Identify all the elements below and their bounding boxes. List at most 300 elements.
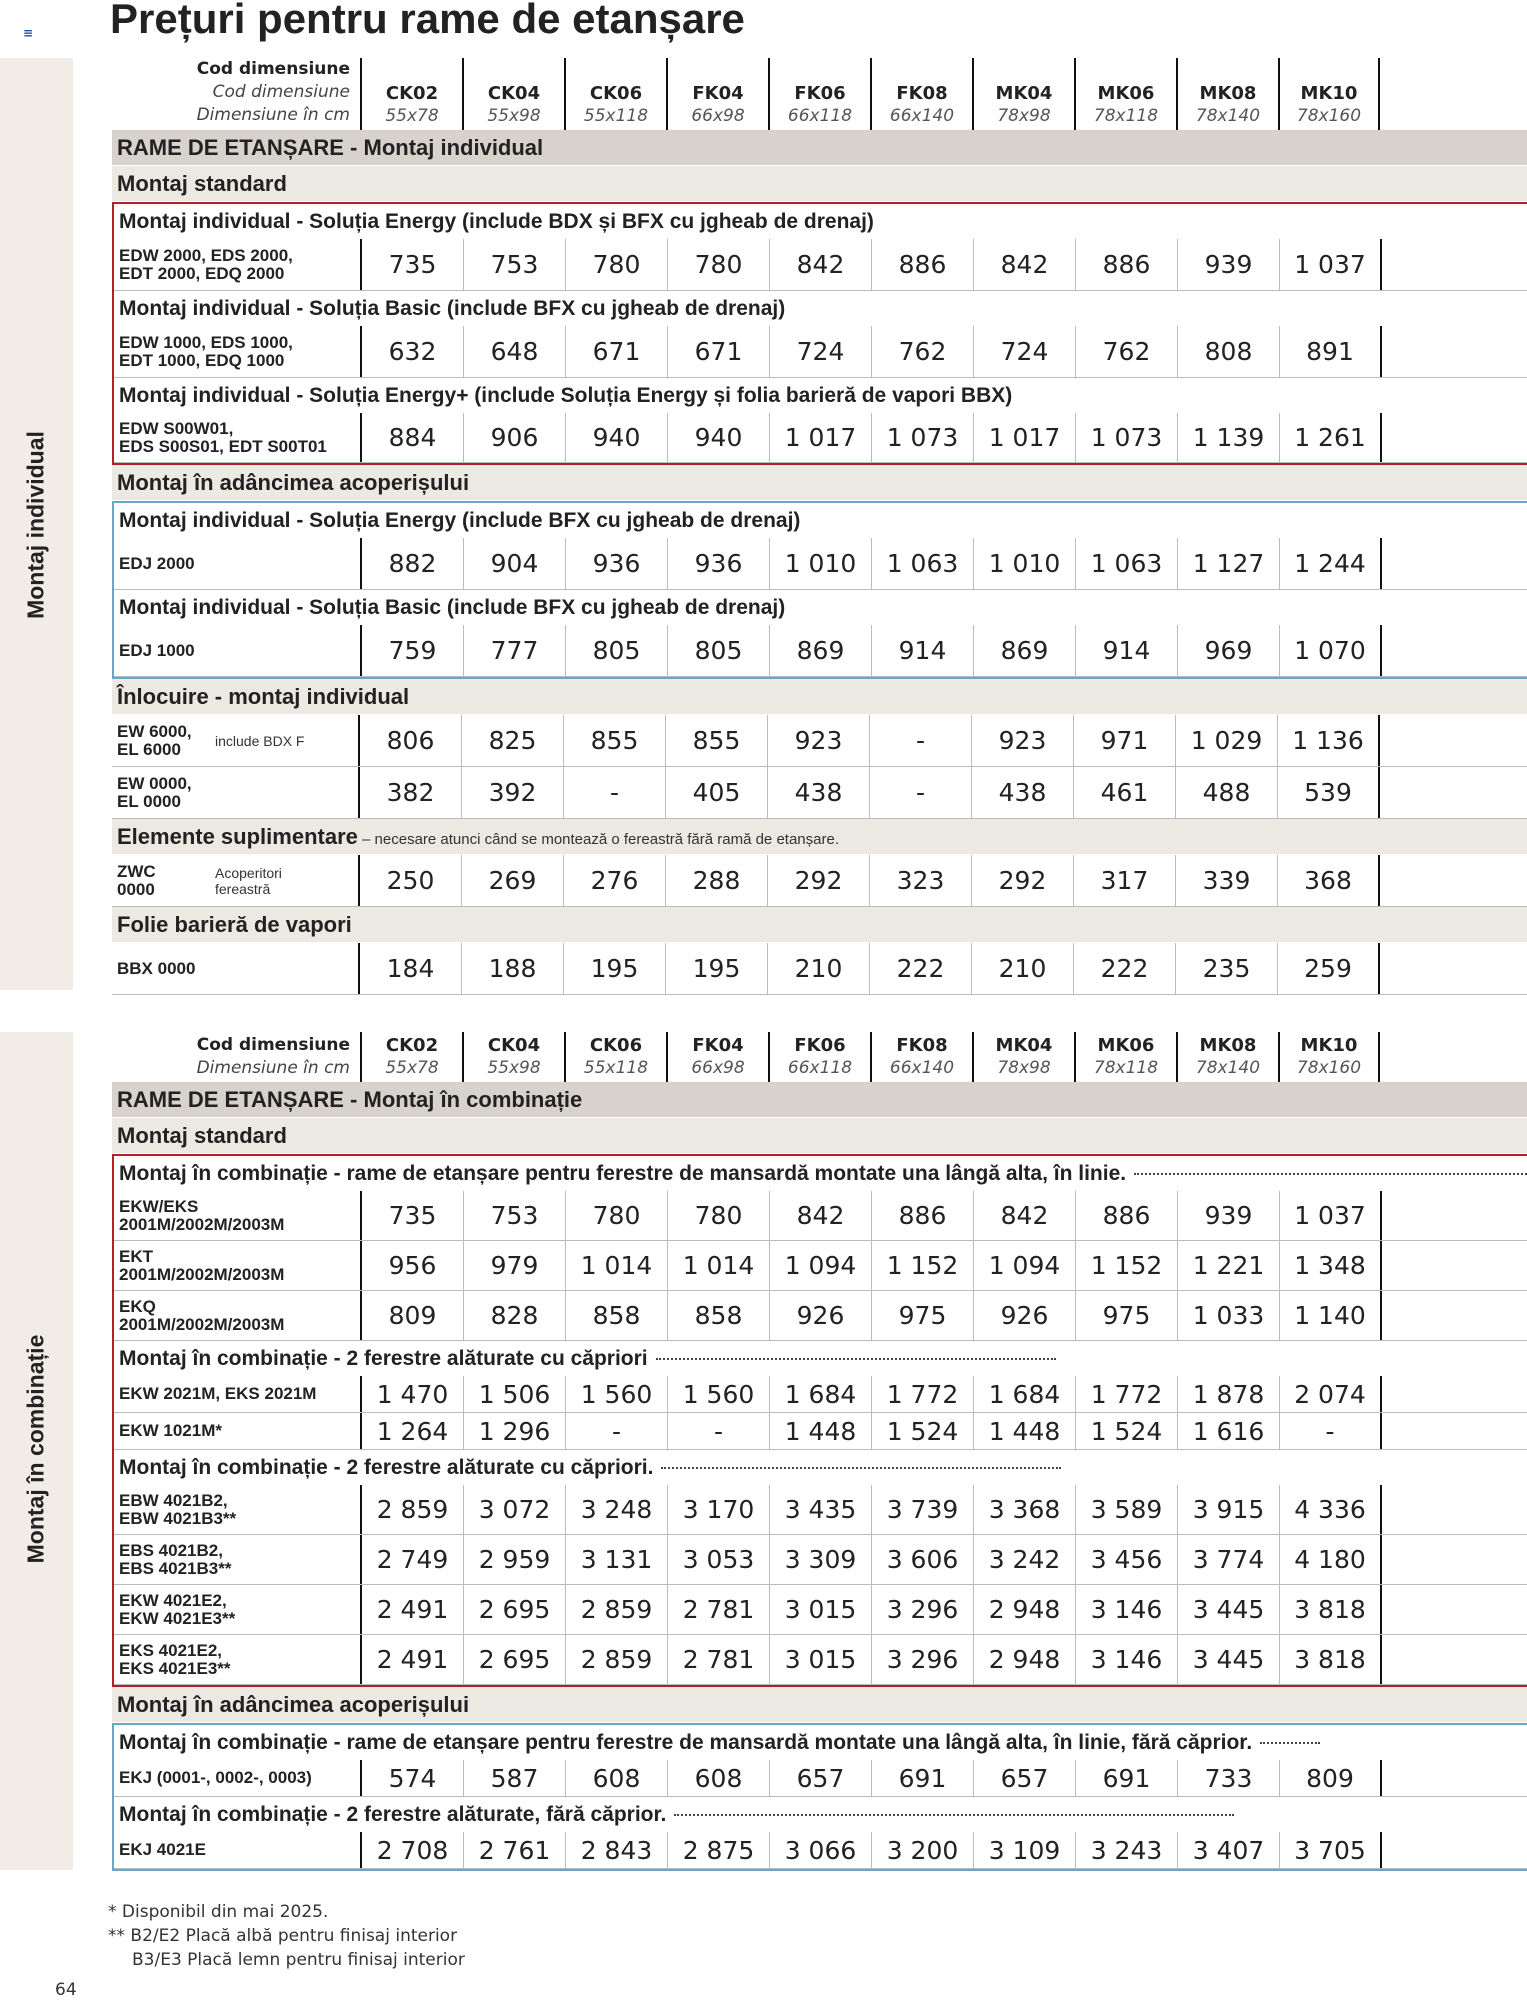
price-cell: 1 152 bbox=[872, 1241, 974, 1290]
price-cell: 1 448 bbox=[974, 1413, 1076, 1449]
price-cell: 3 445 bbox=[1178, 1635, 1280, 1684]
product-code-text: EKJ (0001-, 0002-, 0003) bbox=[119, 1768, 312, 1787]
price-cell: 936 bbox=[566, 538, 668, 589]
price-cell: 1 017 bbox=[770, 413, 872, 462]
price-cell: 1 094 bbox=[770, 1241, 872, 1290]
price-cell: 210 bbox=[768, 943, 870, 994]
price-cell: 2 948 bbox=[974, 1635, 1076, 1684]
price-cell: 671 bbox=[668, 326, 770, 377]
price-cell: 671 bbox=[566, 326, 668, 377]
side-label-individual: Montaj individual bbox=[22, 431, 49, 619]
price-cell: 842 bbox=[770, 239, 872, 290]
price-cell: 1 524 bbox=[1076, 1413, 1178, 1449]
price-cell: 648 bbox=[464, 326, 566, 377]
group-title-text: Montaj în combinație - 2 ferestre alăturate, fără căprior. bbox=[119, 1803, 667, 1826]
size-column-header bbox=[768, 1032, 870, 1082]
price-cell: 869 bbox=[974, 625, 1076, 676]
price-cell: 3 407 bbox=[1178, 1832, 1280, 1868]
dimension-label: Dimensiune în cm bbox=[196, 105, 350, 125]
group-box-depth bbox=[112, 501, 1527, 679]
price-cell: 842 bbox=[974, 1191, 1076, 1240]
size-dimension: 55x78 bbox=[385, 1058, 439, 1078]
price-cell: 188 bbox=[462, 943, 564, 994]
row-product-code bbox=[114, 413, 362, 462]
size-code: MK10 bbox=[1300, 1035, 1358, 1056]
header-labels bbox=[112, 58, 360, 127]
price-cell: 3 606 bbox=[872, 1535, 974, 1584]
size-code: FK06 bbox=[794, 1035, 846, 1056]
page-title: Prețuri pentru rame de etanșare bbox=[110, 0, 745, 42]
table-row bbox=[114, 1635, 1527, 1685]
row-tail bbox=[1382, 625, 1527, 676]
price-cell: 869 bbox=[770, 625, 872, 676]
group-title-energy-plus: Montaj individual - Soluția Energy+ (include Soluția Energy și folia barieră de vapori BBX) bbox=[119, 384, 1013, 407]
subsection-depth: Montaj în adâncimea acoperișului bbox=[112, 1687, 1527, 1723]
size-column-header bbox=[462, 1032, 564, 1082]
price-cell: 3 248 bbox=[566, 1485, 668, 1534]
price-cell: 1 037 bbox=[1280, 1191, 1382, 1240]
price-cell: 855 bbox=[564, 715, 666, 766]
row-tail bbox=[1382, 1585, 1527, 1634]
size-column-header bbox=[1074, 58, 1176, 130]
price-table-individual bbox=[112, 58, 1527, 995]
price-cell: 762 bbox=[872, 326, 974, 377]
price-cell: 1 127 bbox=[1178, 538, 1280, 589]
price-cell: 886 bbox=[1076, 1191, 1178, 1240]
price-cell: 923 bbox=[972, 715, 1074, 766]
price-cell: 777 bbox=[464, 625, 566, 676]
row-product-code bbox=[114, 326, 362, 377]
size-code: FK08 bbox=[896, 83, 948, 104]
size-column-header bbox=[870, 58, 972, 130]
price-cell: 805 bbox=[566, 625, 668, 676]
price-cell: 250 bbox=[360, 855, 462, 906]
price-cell: 1 094 bbox=[974, 1241, 1076, 1290]
price-cell: 587 bbox=[464, 1760, 566, 1796]
table-row bbox=[114, 1376, 1527, 1413]
footnote-3: B3/E3 Placă lemn pentru finisaj interior bbox=[132, 1950, 465, 1970]
price-cell: 940 bbox=[668, 413, 770, 462]
price-cell: 4 180 bbox=[1280, 1535, 1382, 1584]
price-cell: 3 309 bbox=[770, 1535, 872, 1584]
row-product-code bbox=[112, 715, 360, 766]
price-cell: 979 bbox=[464, 1241, 566, 1290]
price-cell: 858 bbox=[668, 1291, 770, 1340]
price-cell: 3 146 bbox=[1076, 1585, 1178, 1634]
size-column-header bbox=[1074, 1032, 1176, 1082]
price-cell: 971 bbox=[1074, 715, 1176, 766]
row-product-code bbox=[114, 1485, 362, 1534]
price-cell: 1 470 bbox=[362, 1376, 464, 1412]
product-code-text: EDJ 2000 bbox=[119, 553, 195, 573]
size-code: CK06 bbox=[589, 1035, 643, 1056]
price-cell: 2 491 bbox=[362, 1585, 464, 1634]
extra-title: Elemente suplimentare bbox=[117, 824, 358, 849]
product-code-text: EKS 4021E2, EKS 4021E3** bbox=[119, 1640, 231, 1678]
price-cell: 3 739 bbox=[872, 1485, 974, 1534]
price-cell: 1 139 bbox=[1178, 413, 1280, 462]
product-code-text: EDW 2000, EDS 2000, EDT 2000, EDQ 2000 bbox=[119, 245, 293, 283]
size-dimension: 55x118 bbox=[583, 106, 649, 126]
price-cell: 3 435 bbox=[770, 1485, 872, 1534]
subsection-extra bbox=[112, 819, 1527, 855]
price-cell: 1 073 bbox=[1076, 413, 1178, 462]
price-cell: 691 bbox=[872, 1760, 974, 1796]
product-code-text: ZWC 0000 bbox=[117, 861, 156, 899]
size-column-header bbox=[768, 58, 870, 130]
price-cell: 884 bbox=[362, 413, 464, 462]
price-cell: 3 296 bbox=[872, 1585, 974, 1634]
price-cell: 2 708 bbox=[362, 1832, 464, 1868]
price-cell: 886 bbox=[872, 239, 974, 290]
price-cell: 3 109 bbox=[974, 1832, 1076, 1868]
price-cell: 195 bbox=[666, 943, 768, 994]
price-cell: 809 bbox=[1280, 1760, 1382, 1796]
price-cell: 733 bbox=[1178, 1760, 1280, 1796]
price-cell: 1 448 bbox=[770, 1413, 872, 1449]
size-column-header bbox=[666, 58, 768, 130]
size-code: FK04 bbox=[692, 1035, 744, 1056]
price-cell: 940 bbox=[566, 413, 668, 462]
size-columns bbox=[360, 58, 1380, 130]
table-row bbox=[114, 413, 1527, 463]
group-box-standard bbox=[112, 202, 1527, 465]
price-cell: 1 772 bbox=[1076, 1376, 1178, 1412]
price-cell: 1 348 bbox=[1280, 1241, 1382, 1290]
size-code: CK02 bbox=[385, 1035, 439, 1056]
size-columns bbox=[360, 1032, 1380, 1082]
price-cell: 3 170 bbox=[668, 1485, 770, 1534]
price-cell: 1 037 bbox=[1280, 239, 1382, 290]
table-row bbox=[112, 767, 1527, 819]
price-cell: 936 bbox=[668, 538, 770, 589]
footnotes bbox=[108, 1900, 465, 1972]
table-row bbox=[114, 1413, 1527, 1450]
row-tail bbox=[1382, 1376, 1527, 1412]
group-title-text: Montaj în combinație - rame de etanșare pentru ferestre de mansardă montate una lângă alta, în linie, fără căprior. bbox=[119, 1731, 1253, 1754]
price-cell: 735 bbox=[362, 239, 464, 290]
table-row bbox=[114, 625, 1527, 677]
price-cell: 914 bbox=[872, 625, 974, 676]
row-product-code bbox=[114, 1413, 362, 1449]
table-row bbox=[114, 1535, 1527, 1585]
price-cell: 1 244 bbox=[1280, 538, 1382, 589]
dotted-leader bbox=[674, 1814, 1234, 1816]
row-tail bbox=[1382, 1535, 1527, 1584]
price-cell: 1 152 bbox=[1076, 1241, 1178, 1290]
price-cell: 724 bbox=[974, 326, 1076, 377]
price-cell: - bbox=[668, 1413, 770, 1449]
price-cell: 461 bbox=[1074, 767, 1176, 818]
row-tail bbox=[1382, 1241, 1527, 1290]
price-cell: 825 bbox=[462, 715, 564, 766]
size-column-header bbox=[462, 58, 564, 130]
price-cell: 292 bbox=[768, 855, 870, 906]
code-label: Cod dimensiune bbox=[196, 59, 350, 79]
size-code: CK04 bbox=[487, 1035, 541, 1056]
group-title-basic: Montaj individual - Soluția Basic (include BFX cu jgheab de drenaj) bbox=[119, 297, 786, 320]
price-cell: 753 bbox=[464, 1191, 566, 1240]
table-row bbox=[114, 1241, 1527, 1291]
size-dimension: 55x118 bbox=[583, 1058, 649, 1078]
side-label-combination: Montaj în combinație bbox=[22, 1334, 49, 1564]
section-title: RAME DE ETANȘARE - Montaj individual bbox=[112, 130, 1527, 166]
row-tail bbox=[1382, 413, 1527, 462]
price-cell: 2 749 bbox=[362, 1535, 464, 1584]
row-product-code bbox=[114, 625, 362, 676]
price-cell: 323 bbox=[870, 855, 972, 906]
product-code-text: EW 0000, EL 0000 bbox=[117, 773, 192, 811]
price-cell: 1 014 bbox=[668, 1241, 770, 1290]
group-title-depth-energy: Montaj individual - Soluția Energy (include BFX cu jgheab de drenaj) bbox=[119, 509, 801, 532]
price-cell: 3 774 bbox=[1178, 1535, 1280, 1584]
price-cell: 4 336 bbox=[1280, 1485, 1382, 1534]
row-product-code bbox=[114, 1760, 362, 1796]
row-product-code bbox=[112, 767, 360, 818]
product-code-text: BBX 0000 bbox=[117, 958, 196, 978]
price-cell: 939 bbox=[1178, 239, 1280, 290]
product-code-text: EKW/EKS 2001M/2002M/2003M bbox=[119, 1196, 285, 1234]
row-tail bbox=[1382, 1291, 1527, 1340]
size-dimension: 66x140 bbox=[889, 106, 955, 126]
row-tail bbox=[1382, 1485, 1527, 1534]
group-title-energy: Montaj individual - Soluția Energy (include BDX și BFX cu jgheab de drenaj) bbox=[119, 210, 874, 233]
row-product-code bbox=[114, 538, 362, 589]
price-cell: 1 506 bbox=[464, 1376, 566, 1412]
group-title-depth-line bbox=[114, 1725, 1527, 1760]
price-cell: 882 bbox=[362, 538, 464, 589]
row-product-code bbox=[114, 1535, 362, 1584]
price-cell: 780 bbox=[668, 239, 770, 290]
size-dimension: 66x118 bbox=[787, 1058, 853, 1078]
price-cell: 855 bbox=[666, 715, 768, 766]
price-cell: 975 bbox=[1076, 1291, 1178, 1340]
size-code: CK02 bbox=[385, 83, 439, 104]
row-tail bbox=[1382, 538, 1527, 589]
price-cell: 2 959 bbox=[464, 1535, 566, 1584]
price-cell: 1 010 bbox=[770, 538, 872, 589]
price-cell: 195 bbox=[564, 943, 666, 994]
product-code-text: EKW 2021M, EKS 2021M bbox=[119, 1384, 317, 1403]
price-cell: 1 560 bbox=[566, 1376, 668, 1412]
row-product-code bbox=[114, 1291, 362, 1340]
price-cell: 891 bbox=[1280, 326, 1382, 377]
price-cell: 923 bbox=[768, 715, 870, 766]
price-cell: 780 bbox=[668, 1191, 770, 1240]
price-cell: 914 bbox=[1076, 625, 1178, 676]
row-tail bbox=[1382, 1832, 1527, 1868]
price-cell: 2 781 bbox=[668, 1585, 770, 1634]
size-dimension: 66x118 bbox=[787, 106, 853, 126]
group-box-depth bbox=[112, 1723, 1527, 1871]
menu-marker-icon: ≡ bbox=[23, 26, 34, 40]
price-cell: 1 878 bbox=[1178, 1376, 1280, 1412]
price-cell: 828 bbox=[464, 1291, 566, 1340]
size-column-header bbox=[870, 1032, 972, 1082]
size-code: MK08 bbox=[1199, 1035, 1257, 1056]
price-cell: 1 033 bbox=[1178, 1291, 1280, 1340]
price-cell: 1 029 bbox=[1176, 715, 1278, 766]
row-product-code bbox=[114, 1635, 362, 1684]
product-code-text: EKW 1021M* bbox=[119, 1421, 222, 1440]
price-cell: 2 843 bbox=[566, 1832, 668, 1868]
row-product-code bbox=[114, 1376, 362, 1412]
row-tail bbox=[1380, 767, 1527, 818]
price-cell: 438 bbox=[768, 767, 870, 818]
subsection-replacement: Înlocuire - montaj individual bbox=[112, 679, 1527, 715]
dimension-label: Dimensiune în cm bbox=[196, 1058, 350, 1078]
product-note: Acoperitori fereastră bbox=[215, 864, 282, 897]
group-title-two bbox=[114, 1341, 1527, 1376]
price-cell: 1 264 bbox=[362, 1413, 464, 1449]
price-cell: 657 bbox=[974, 1760, 1076, 1796]
code-label: Cod dimensiune bbox=[196, 1035, 350, 1055]
price-cell: 222 bbox=[870, 943, 972, 994]
price-cell: 222 bbox=[1074, 943, 1176, 994]
price-cell: 1 070 bbox=[1280, 625, 1382, 676]
table-row bbox=[112, 855, 1527, 907]
price-cell: 1 063 bbox=[872, 538, 974, 589]
table-row bbox=[114, 1832, 1527, 1869]
price-cell: 735 bbox=[362, 1191, 464, 1240]
price-cell: - bbox=[564, 767, 666, 818]
price-cell: 1 017 bbox=[974, 413, 1076, 462]
table-row bbox=[112, 943, 1527, 995]
size-code: CK04 bbox=[487, 83, 541, 104]
size-dimension: 78x140 bbox=[1195, 106, 1261, 126]
code-label-italic: Cod dimensiune bbox=[212, 82, 350, 102]
product-code-text: EBW 4021B2, EBW 4021B3** bbox=[119, 1490, 237, 1528]
dotted-leader bbox=[661, 1467, 1061, 1469]
price-cell: 574 bbox=[362, 1760, 464, 1796]
product-code-text: EKW 4021E2, EKW 4021E3** bbox=[119, 1590, 236, 1628]
dotted-leader bbox=[1260, 1742, 1320, 1744]
price-cell: 1 221 bbox=[1178, 1241, 1280, 1290]
row-tail bbox=[1380, 715, 1527, 766]
size-dimension: 66x98 bbox=[691, 1058, 745, 1078]
price-cell: 1 772 bbox=[872, 1376, 974, 1412]
group-title-text: Montaj în combinație - rame de etanșare pentru ferestre de mansardă montate una lângă alta, în linie. bbox=[119, 1162, 1127, 1185]
price-cell: 809 bbox=[362, 1291, 464, 1340]
subsection-depth: Montaj în adâncimea acoperișului bbox=[112, 465, 1527, 501]
price-cell: 292 bbox=[972, 855, 1074, 906]
price-cell: 926 bbox=[974, 1291, 1076, 1340]
size-dimension: 78x140 bbox=[1195, 1058, 1261, 1078]
price-cell: - bbox=[566, 1413, 668, 1449]
page-number: 64 bbox=[55, 1980, 77, 2000]
price-cell: 1 296 bbox=[464, 1413, 566, 1449]
price-cell: 1 261 bbox=[1280, 413, 1382, 462]
dotted-leader bbox=[1134, 1173, 1527, 1175]
price-cell: 2 875 bbox=[668, 1832, 770, 1868]
footnote-2: ** B2/E2 Placă albă pentru finisaj interior bbox=[108, 1926, 458, 1946]
price-cell: 382 bbox=[360, 767, 462, 818]
price-cell: 762 bbox=[1076, 326, 1178, 377]
price-cell: 805 bbox=[668, 625, 770, 676]
price-cell: 3 456 bbox=[1076, 1535, 1178, 1584]
size-column-header bbox=[1278, 58, 1380, 130]
price-cell: 3 445 bbox=[1178, 1585, 1280, 1634]
price-cell: 3 015 bbox=[770, 1585, 872, 1634]
subsection-vapor-barrier: Folie barieră de vapori bbox=[112, 907, 1527, 943]
price-cell: 780 bbox=[566, 1191, 668, 1240]
price-cell: 939 bbox=[1178, 1191, 1280, 1240]
price-cell: 753 bbox=[464, 239, 566, 290]
size-dimension: 78x160 bbox=[1296, 1058, 1362, 1078]
table-row bbox=[114, 239, 1527, 291]
price-cell: 317 bbox=[1074, 855, 1176, 906]
price-cell: 724 bbox=[770, 326, 872, 377]
price-cell: 3 053 bbox=[668, 1535, 770, 1584]
size-dimension: 78x98 bbox=[997, 1058, 1051, 1078]
group-title-text: Montaj în combinație - 2 ferestre alăturate cu căpriori. bbox=[119, 1456, 654, 1479]
header-labels bbox=[112, 1034, 360, 1080]
size-column-header bbox=[1176, 58, 1278, 130]
subsection-standard: Montaj standard bbox=[112, 166, 1527, 202]
product-code-text: EBS 4021B2, EBS 4021B3** bbox=[119, 1540, 232, 1578]
price-cell: 392 bbox=[462, 767, 564, 818]
price-cell: 2 781 bbox=[668, 1635, 770, 1684]
product-code-text: EKJ 4021E bbox=[119, 1840, 206, 1859]
size-code: MK04 bbox=[995, 1035, 1053, 1056]
price-cell: 3 200 bbox=[872, 1832, 974, 1868]
group-title-two-b bbox=[114, 1450, 1527, 1485]
price-cell: 3 066 bbox=[770, 1832, 872, 1868]
price-cell: 2 695 bbox=[464, 1585, 566, 1634]
price-cell: 3 072 bbox=[464, 1485, 566, 1534]
size-code: FK08 bbox=[896, 1035, 948, 1056]
price-cell: 842 bbox=[974, 239, 1076, 290]
size-column-header bbox=[972, 1032, 1074, 1082]
row-tail bbox=[1382, 326, 1527, 377]
price-cell: 368 bbox=[1278, 855, 1380, 906]
row-tail bbox=[1382, 1191, 1527, 1240]
price-cell: 2 761 bbox=[464, 1832, 566, 1868]
price-cell: 759 bbox=[362, 625, 464, 676]
price-cell: 2 859 bbox=[566, 1635, 668, 1684]
price-cell: 969 bbox=[1178, 625, 1280, 676]
price-cell: 904 bbox=[464, 538, 566, 589]
row-product-code bbox=[114, 1241, 362, 1290]
table-row bbox=[114, 1585, 1527, 1635]
row-tail bbox=[1382, 1635, 1527, 1684]
table-row bbox=[114, 1485, 1527, 1535]
group-title-text: Montaj în combinație - 2 ferestre alăturate cu căpriori bbox=[119, 1347, 648, 1370]
price-cell: 1 063 bbox=[1076, 538, 1178, 589]
size-column-header bbox=[1278, 1032, 1380, 1082]
row-product-code bbox=[114, 1832, 362, 1868]
product-code-text: EDJ 1000 bbox=[119, 640, 195, 660]
product-code-text: EW 6000, EL 6000 bbox=[117, 721, 192, 759]
size-dimension: 55x98 bbox=[487, 106, 541, 126]
table-row bbox=[114, 1291, 1527, 1341]
row-product-code bbox=[112, 855, 360, 906]
table-row bbox=[112, 715, 1527, 767]
price-cell: 3 146 bbox=[1076, 1635, 1178, 1684]
price-cell: 2 948 bbox=[974, 1585, 1076, 1634]
row-tail bbox=[1382, 1413, 1527, 1449]
size-dimension: 66x140 bbox=[889, 1058, 955, 1078]
group-title-depth-two bbox=[114, 1797, 1527, 1832]
size-column-header bbox=[360, 1032, 462, 1082]
price-cell: 438 bbox=[972, 767, 1074, 818]
price-cell: 3 818 bbox=[1280, 1635, 1382, 1684]
size-code: MK10 bbox=[1300, 83, 1358, 104]
price-cell: 691 bbox=[1076, 1760, 1178, 1796]
price-cell: 806 bbox=[360, 715, 462, 766]
price-cell: 288 bbox=[666, 855, 768, 906]
price-cell: 608 bbox=[668, 1760, 770, 1796]
